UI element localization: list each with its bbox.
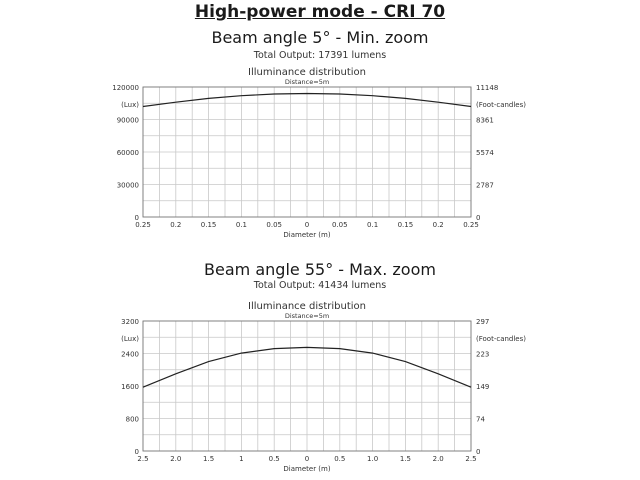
chart-1-subtitle: Distance=5m <box>284 78 330 86</box>
chart-1-x-tick-label: 0.2 <box>170 221 182 229</box>
chart-2-x-tick-label: 1.5 <box>203 455 215 463</box>
chart-1-x-tick-label: 0.25 <box>463 221 479 229</box>
chart-1-y-tick-label-left: 90000 <box>116 116 139 125</box>
chart-2-title: Illuminance distribution <box>248 301 366 312</box>
chart-2-y-tick-label-right: 0 <box>476 448 481 456</box>
chart-2-x-axis-label: Diameter (m) <box>283 465 331 473</box>
chart-1-x-tick-label: 0.2 <box>432 221 444 229</box>
chart-1-y-axis-label-right: (Foot-candles) <box>476 101 526 109</box>
chart-2-x-tick-label: 2.0 <box>170 455 182 463</box>
chart-1-x-tick-label: 0.1 <box>235 221 247 229</box>
chart-2-y-axis-label-right: (Foot-candles) <box>476 335 526 343</box>
chart-1-x-axis-label: Diameter (m) <box>283 231 331 239</box>
chart-1-y-tick-label-right: 0 <box>476 214 481 222</box>
chart-2-x-tick-label: 2.0 <box>432 455 444 463</box>
chart-1-y-tick-label-right: 5574 <box>476 149 494 157</box>
chart-2-x-tick-label: 1.0 <box>367 455 379 463</box>
chart-1-y-tick-label-right: 11148 <box>476 84 499 92</box>
chart-1-y-tick-label-left: 60000 <box>116 149 139 157</box>
chart-1-heading: Beam angle 5° - Min. zoom <box>211 28 429 47</box>
chart-1-x-tick-label: 0.15 <box>397 221 414 229</box>
chart-2-x-tick-label: 0 <box>304 455 310 463</box>
chart-2-x-tick-label: 2.5 <box>137 455 149 463</box>
chart-2-x-tick-label: 2.5 <box>465 455 477 463</box>
chart-2-x-tick-label: 1 <box>239 455 244 463</box>
chart-1-x-tick-label: 0 <box>304 221 310 229</box>
chart-2-y-tick-label-right: 74 <box>476 415 485 424</box>
chart-2-x-tick-label: 0.5 <box>268 455 280 463</box>
chart-1-x-tick-label: 0.05 <box>332 221 348 229</box>
chart-1-title: Illuminance distribution <box>248 67 366 78</box>
chart-1-x-tick-label: 0.1 <box>367 221 379 229</box>
chart-1-y-tick-label-left: 120000 <box>112 84 139 92</box>
chart-2-y-tick-label-right: 149 <box>476 383 490 391</box>
chart-2-y-tick-label-left: 0 <box>134 448 139 456</box>
chart-1-y-tick-label-right: 8361 <box>476 116 494 125</box>
chart-2-heading: Beam angle 55° - Max. zoom <box>204 260 436 279</box>
chart-2-x-tick-label: 0.5 <box>334 455 346 463</box>
chart-2-y-tick-label-right: 223 <box>476 350 490 359</box>
chart-2-y-tick-label-left: 3200 <box>121 318 139 326</box>
chart-2-subheading: Total Output: 41434 lumens <box>253 280 387 291</box>
chart-2-y-axis-label-left: (Lux) <box>121 335 139 343</box>
chart-2-y-tick-label-left: 800 <box>125 415 139 424</box>
chart-2-y-tick-label-left: 1600 <box>121 383 139 391</box>
chart-2-y-tick-label-right: 297 <box>476 318 490 326</box>
chart-1-y-tick-label-left: 0 <box>134 214 139 222</box>
chart-2-x-tick-label: 1.5 <box>399 455 411 463</box>
chart-1-x-tick-label: 0.05 <box>266 221 282 229</box>
chart-2-subtitle: Distance=5m <box>284 312 330 320</box>
chart-1-y-tick-label-left: 30000 <box>116 181 139 190</box>
chart-1-y-axis-label-left: (Lux) <box>121 101 139 109</box>
chart-1-x-tick-label: 0.25 <box>135 221 151 229</box>
chart-2-y-tick-label-left: 2400 <box>121 350 139 359</box>
page-title: High-power mode - CRI 70 <box>194 2 446 22</box>
chart-1-y-tick-label-right: 2787 <box>476 181 494 190</box>
chart-1-x-tick-label: 0.15 <box>200 221 217 229</box>
chart-1-subheading: Total Output: 17391 lumens <box>253 50 387 61</box>
